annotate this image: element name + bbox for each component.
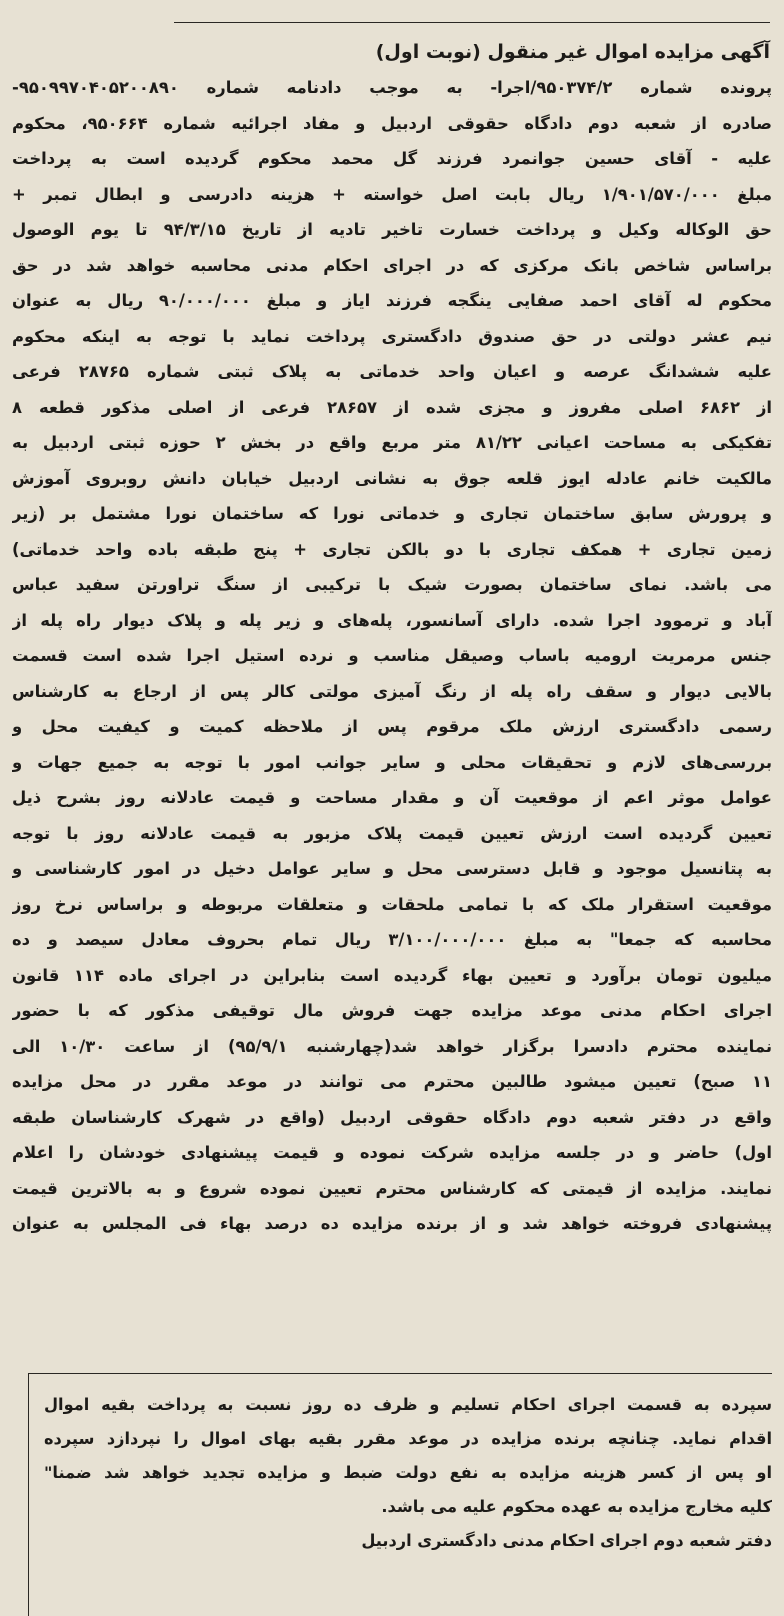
text-line: اقدام نماید. چنانچه برنده مزایده در موعد مقرر بقیه بهای اموال را نپردازد سپرده <box>44 1429 772 1448</box>
text-line: بررسی‌های لازم و تحقیقات محلی و سایر جوانب امور با توجه به جمیع جهات و <box>12 752 772 772</box>
signature-line: دفتر شعبه دوم اجرای احکام مدنی دادگستری اردبیل <box>361 1531 772 1550</box>
text-line: رسمی دادگستری ارزش ملک مرقوم پس از ملاحظه کمیت و کیفیت محل و <box>12 717 772 736</box>
text-line: نماینده محترم دادسرا برگزار خواهد شد(چهارشنبه ۹۵/۹/۱) از ساعت ۱۰/۳۰ الی <box>12 1036 772 1056</box>
box-top-border <box>28 1373 772 1374</box>
notice-title: آگهی مزایده اموال غیر منقول (نوبت اول) <box>375 41 770 63</box>
text-line: صادره از شعبه دوم دادگاه حقوقی اردبیل و مفاد اجرائیه شماره ۹۵۰۶۶۴، محکوم <box>12 113 772 133</box>
text-line: و پرورش سابق ساختمان تجاری و خدماتی نورا که ساختمان نورا مشتمل بر (زیر <box>12 504 772 523</box>
text-line: نمایند. مزایده از قیمتی که کارشناس محترم تعیین نموده شروع و به بالاترین قیمت <box>12 1178 772 1198</box>
text-line: اجرای احکام مدنی موعد مزایده جهت فروش مال توقیفی مذکور که با حضور <box>12 1001 772 1020</box>
text-line: بالایی دیوار و سقف راه پله از رنگ آمیزی مولتی کالر پس از ارجاع به کارشناس <box>12 681 772 701</box>
text-line: محاسبه که جمعا" به مبلغ ۳/۱۰۰/۰۰۰/۰۰۰ ریال تمام بحروف معادل سیصد و ده <box>12 930 772 949</box>
notice-continuation-box <box>44 1388 772 1558</box>
text-line: عوامل موثر اعم از موقعیت آن و مقدار مساحت و قیمت عادلانه روز بشرح ذیل <box>12 788 772 807</box>
text-line: میلیون تومان برآورد و تعیین بهاء گردیده است بنابراین در اجرای ماده ۱۱۴ قانون <box>12 965 772 985</box>
text-line: محکوم له آقای احمد صفایی ینگجه فرزند ایاز و مبلغ ۹۰/۰۰۰/۰۰۰ ریال به عنوان <box>12 291 772 310</box>
top-divider <box>174 22 770 23</box>
text-line: علیه ششدانگ عرصه و اعیان واحد خدماتی به پلاک ثبتی شماره ۲۸۷۶۵ فرعی <box>12 362 772 381</box>
box-left-border <box>28 1373 29 1616</box>
text-line: کلیه مخارج مزایده به عهده محکوم علیه می باشد. <box>381 1497 772 1516</box>
text-line: جنس مرمریت ارومیه باساب وصیقل مناسب و نرده استیل اجرا شده است قسمت <box>12 646 772 665</box>
notice-body <box>12 34 772 1242</box>
text-line: زمین تجاری + همکف تجاری با دو بالکن تجاری + پنج طبقه باده واحد خدماتی) <box>12 539 772 559</box>
continuation-text <box>44 1388 772 1524</box>
text-line: می باشد. نمای ساختمان بصورت شیک با ترکیبی از سنگ تراورتن سفید عباس <box>12 575 772 594</box>
text-line: به پتانسیل موجود و قابل دسترسی محل و سایر عوامل دخیل در امور کارشناسی و <box>12 859 772 878</box>
text-line: واقع در دفتر شعبه دوم دادگاه حقوقی اردبیل (واقع در شهرک کارشناسان طبقه <box>12 1107 772 1127</box>
notice-text <box>12 70 772 1242</box>
text-line: مالکیت خانم عادله ایوز قلعه جوق به نشانی اردبیل خیابان دانش روبروی آموزش <box>12 468 772 488</box>
text-line: اول) حاضر و در جلسه مزایده شرکت نموده و قیمت پیشنهادی خودشان را اعلام <box>12 1143 772 1162</box>
text-line: تعیین گردیده است ارزش تعیین قیمت پلاک مزبور به قیمت عادلانه روز با توجه <box>12 823 772 843</box>
text-line: حق الوکاله وکیل و پرداخت خسارت تاخیر تادیه از تاریخ ۹۴/۳/۱۵ تا یوم الوصول <box>12 220 772 239</box>
text-line: سپرده به قسمت اجرای احکام تسلیم و ظرف ده روز نسبت به پرداخت بقیه اموال <box>44 1395 772 1414</box>
text-line: موقعیت استقرار ملک که با تمامی ملحقات و متعلقات مربوطه و براساس نرخ روز <box>12 894 772 914</box>
text-line: از ۶۸۶۲ اصلی مفروز و مجزی شده از ۲۸۶۵۷ فرعی از اصلی مذکور قطعه ۸ <box>12 397 772 417</box>
text-line: پیشنهادی فروخته خواهد شد و از برنده مزایده ده درصد بهاء فی المجلس به عنوان <box>12 1214 772 1233</box>
text-line: براساس شاخص بانک مرکزی که در اجرای احکام مدنی محاسبه خواهد شد در حق <box>12 255 772 275</box>
text-line: پرونده شماره ۹۵۰۳۷۴/۲/اجرا- به موجب دادنامه شماره ۹۵۰۹۹۷۰۴۰۵۲۰۰۸۹۰- <box>12 78 772 97</box>
text-line: ۱۱ صبح) تعیین میشود طالبین محترم می توانند در موعد مقرر در محل مزایده <box>12 1072 772 1091</box>
text-line: مبلغ ۱/۹۰۱/۵۷۰/۰۰۰ ریال بابت اصل خواسته + هزینه دادرسی و ابطال تمبر + <box>12 184 772 204</box>
text-line: علیه - آقای حسین جوانمرد فرزند گل محمد محکوم گردیده است به پرداخت <box>12 149 772 168</box>
text-line: تفکیکی به مساحت اعیانی ۸۱/۲۲ متر مربع واقع در بخش ۲ حوزه ثبتی اردبیل به <box>12 433 772 452</box>
text-line: نیم عشر دولتی در حق صندوق دادگستری پرداخت نماید با توجه به اینکه محکوم <box>12 326 772 346</box>
text-line: آباد و ترموود اجرا شده. دارای آسانسور، پله‌های و زیر پله و پلاک دیوار راه پله از <box>12 610 772 630</box>
text-line: او پس از کسر هزینه مزایده به نفع دولت ضبط و مزایده تجدید خواهد شد ضمنا" <box>44 1463 772 1482</box>
